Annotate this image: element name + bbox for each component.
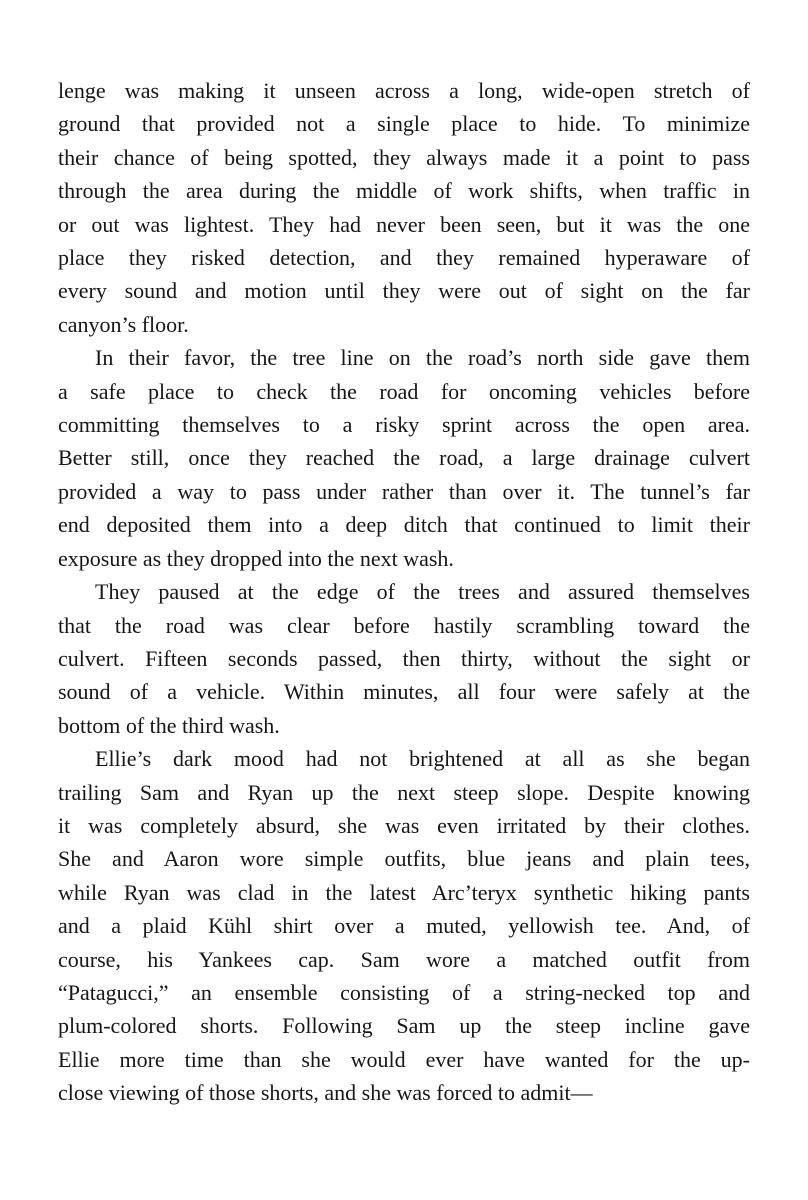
paragraph bbox=[58, 575, 750, 742]
text-line: a safe place to check the road for oncoming vehicles before bbox=[58, 378, 750, 404]
text-line: it was completely absurd, she was even irritated by their clothes. bbox=[58, 812, 750, 838]
text-line: culvert. Fifteen seconds passed, then thirty, without the sight or bbox=[58, 645, 750, 671]
paragraph bbox=[58, 74, 750, 341]
text-line: In their favor, the tree line on the road’s north side gave them bbox=[95, 345, 750, 371]
text-line: lenge was making it unseen across a long, wide-open stretch of bbox=[58, 78, 750, 103]
text-line: course, his Yankees cap. Sam wore a matched outfit from bbox=[58, 946, 750, 972]
text-line: close viewing of those shorts, and she was forced to admit— bbox=[58, 1080, 593, 1106]
text-line: while Ryan was clad in the latest Arc’teryx synthetic hiking pants bbox=[58, 879, 750, 905]
text-line: committing themselves to a risky sprint across the open area. bbox=[58, 412, 750, 438]
text-line: that the road was clear before hastily scrambling toward the bbox=[58, 612, 750, 638]
text-line: She and Aaron wore simple outfits, blue jeans and plain tees, bbox=[58, 846, 750, 872]
text-line: plum-colored shorts. Following Sam up the steep incline gave bbox=[58, 1013, 750, 1039]
text-line: place they risked detection, and they remained hyperaware of bbox=[58, 245, 750, 271]
text-line: their chance of being spotted, they always made it a point to pass bbox=[58, 144, 750, 170]
text-line: Better still, once they reached the road, a large drainage culvert bbox=[58, 445, 750, 471]
text-line: provided a way to pass under rather than over it. The tunnel’s far bbox=[58, 478, 750, 504]
text-line: sound of a vehicle. Within minutes, all four were safely at the bbox=[58, 679, 750, 705]
text-line: end deposited them into a deep ditch that continued to limit their bbox=[58, 512, 750, 538]
text-line: exposure as they dropped into the next wash. bbox=[58, 545, 454, 571]
text-line: every sound and motion until they were out of sight on the far bbox=[58, 278, 750, 304]
text-line: ground that provided not a single place to hide. To minimize bbox=[58, 111, 750, 137]
text-line: trailing Sam and Ryan up the next steep slope. Despite knowing bbox=[58, 779, 750, 805]
text-column bbox=[58, 74, 750, 1110]
paragraph bbox=[58, 742, 750, 1109]
text-line: They paused at the edge of the trees and assured themselves bbox=[95, 579, 750, 605]
text-line: canyon’s floor. bbox=[58, 311, 189, 337]
text-line: Ellie’s dark mood had not brightened at all as she began bbox=[95, 746, 750, 772]
text-line: “Patagucci,” an ensemble consisting of a string-necked top and bbox=[58, 979, 750, 1005]
text-line: through the area during the middle of work shifts, when traffic in bbox=[58, 178, 750, 204]
text-line: or out was lightest. They had never been seen, but it was the one bbox=[58, 211, 750, 237]
text-line: Ellie more time than she would ever have wanted for the up- bbox=[58, 1046, 750, 1072]
text-line: bottom of the third wash. bbox=[58, 712, 280, 738]
text-line: and a plaid Kühl shirt over a muted, yellowish tee. And, of bbox=[58, 913, 750, 939]
paragraph bbox=[58, 341, 750, 575]
